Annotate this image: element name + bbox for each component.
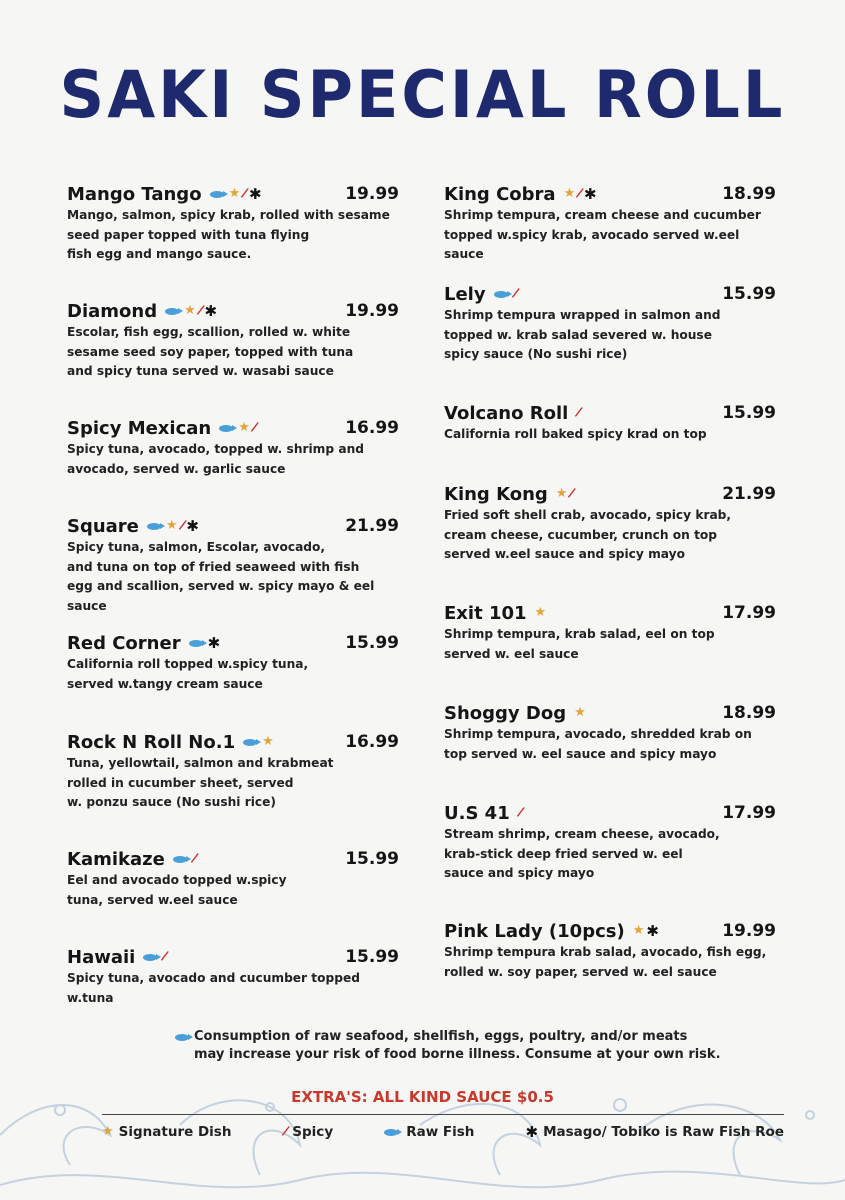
item-icons (219, 419, 260, 436)
item-price: 15.99 (722, 284, 776, 304)
item-icons (555, 485, 577, 502)
item-icons (535, 606, 547, 620)
menu-item (67, 730, 407, 813)
item-name: King Cobra (444, 183, 556, 205)
item-price: 19.99 (345, 301, 399, 321)
chili-icon: / (160, 948, 170, 965)
item-description: Stream shrimp, cream cheese, avocado, krab-stick deep fried served w. eel sauce and spicy mayo (444, 827, 720, 880)
item-price: 18.99 (722, 703, 776, 723)
asterisk-icon: ✱ (646, 922, 659, 940)
legend-raw-fish: Raw Fish (384, 1124, 474, 1140)
menu-item (444, 919, 776, 982)
item-price: 19.99 (722, 921, 776, 941)
raw-food-warning: Consumption of raw seafood, shellfish, eggs, poultry, and/or meats may increase your risk of food borne illness. Consume at your own risk. (175, 1028, 721, 1064)
star-icon: ★ (102, 1124, 114, 1139)
chili-icon: / (515, 804, 526, 821)
chili-icon: / (510, 285, 520, 302)
menu-item (67, 182, 407, 265)
star-icon: ★ (262, 734, 274, 749)
raw-fish-icon (494, 291, 508, 298)
item-icons (143, 948, 170, 965)
item-icons (564, 187, 597, 201)
chili-icon: / (574, 185, 585, 202)
item-description: Mango, salmon, spicy krab, rolled with sesame seed paper topped with tuna flying fish egg and mango sauce. (67, 208, 390, 261)
chili-icon: / (239, 185, 250, 202)
asterisk-icon: ✱ (207, 634, 221, 652)
menu-item (444, 601, 776, 664)
item-name: Mango Tango (67, 183, 202, 205)
item-description: Spicy tuna, avocado, topped w. shrimp and avocado, served w. garlic sauce (67, 442, 364, 476)
chili-icon: / (195, 302, 206, 319)
item-price: 21.99 (345, 516, 399, 536)
star-icon: ★ (534, 605, 547, 620)
chili-icon: / (249, 419, 260, 436)
item-description: California roll topped w.spicy tuna, served w.tangy cream sauce (67, 657, 309, 691)
asterisk-icon: ✱ (248, 185, 262, 203)
menu-item (67, 631, 407, 694)
item-description: Shrimp tempura, avocado, shredded krab on top served w. eel sauce and spicy mayo (444, 727, 752, 761)
item-name: Spicy Mexican (67, 417, 212, 439)
item-header (67, 730, 407, 754)
item-name: Pink Lady (10pcs) (444, 920, 625, 942)
item-icons (633, 924, 659, 938)
item-header (444, 701, 776, 725)
item-name: Hawaii (67, 946, 136, 968)
item-price: 17.99 (722, 603, 776, 623)
menu-item (67, 847, 407, 910)
divider (102, 1114, 784, 1115)
item-icons (515, 804, 526, 821)
item-header (444, 401, 776, 425)
item-header (444, 282, 776, 306)
item-header (67, 299, 407, 323)
item-description: Shrimp tempura, krab salad, eel on top served w. eel sauce (444, 627, 715, 661)
item-header (444, 601, 776, 625)
item-name: King Kong (444, 483, 548, 505)
item-name: Rock N Roll No.1 (67, 731, 236, 753)
star-icon: ★ (632, 923, 645, 938)
legend-masago: ✱ Masago/ Tobiko is Raw Fish Roe (525, 1123, 784, 1141)
item-header (444, 919, 776, 943)
legend-signature: ★ Signature Dish (102, 1124, 232, 1140)
raw-fish-icon (243, 739, 257, 746)
legend-spicy: / Spicy (280, 1123, 334, 1140)
item-description: Shrimp tempura wrapped in salmon and topped w. krab salad severed w. house spicy sauce (No sushi rice) (444, 308, 721, 361)
asterisk-icon: ✱ (525, 1123, 539, 1141)
item-icons (243, 735, 274, 749)
item-icons (147, 519, 199, 533)
raw-fish-icon (189, 640, 203, 647)
menu-item (67, 416, 407, 479)
raw-fish-icon (384, 1129, 398, 1136)
item-name: Exit 101 (444, 602, 527, 624)
item-icons (173, 850, 200, 867)
item-icons (574, 404, 584, 421)
item-header (444, 482, 776, 506)
item-price: 15.99 (345, 633, 399, 653)
menu-item (444, 401, 776, 445)
asterisk-icon: ✱ (186, 517, 199, 535)
page-title: SAKI SPECIAL ROLL (59, 56, 786, 133)
raw-fish-icon (143, 954, 157, 961)
item-description: Spicy tuna, avocado and cucumber topped w.tuna (67, 971, 360, 1005)
star-icon: ★ (228, 186, 241, 201)
star-icon: ★ (555, 486, 568, 501)
chili-icon: / (574, 404, 584, 421)
item-price: 16.99 (345, 732, 399, 752)
star-icon: ★ (563, 186, 576, 201)
chili-icon: / (189, 850, 200, 867)
item-header (67, 945, 407, 969)
item-price: 18.99 (722, 184, 776, 204)
star-icon: ★ (238, 420, 250, 435)
item-name: Volcano Roll (444, 402, 569, 424)
legend (102, 1124, 784, 1140)
menu-item (67, 945, 407, 1008)
item-header (67, 631, 407, 655)
star-icon: ★ (165, 518, 178, 533)
item-header (67, 182, 407, 206)
star-icon: ★ (184, 303, 196, 318)
item-header (67, 416, 407, 440)
item-icons (210, 187, 262, 201)
item-name: U.S 41 (444, 802, 510, 824)
item-price: 17.99 (722, 803, 776, 823)
item-price: 19.99 (345, 184, 399, 204)
menu-item (67, 514, 407, 616)
item-description: Tuna, yellowtail, salmon and krabmeat rolled in cucumber sheet, served w. ponzu sauce (No sushi rice) (67, 756, 334, 809)
asterisk-icon: ✱ (583, 185, 597, 203)
item-icons (189, 636, 221, 650)
item-header (444, 801, 776, 825)
item-description: Eel and avocado topped w.spicy tuna, served w.eel sauce (67, 873, 287, 907)
raw-fish-icon (219, 425, 233, 432)
item-price: 15.99 (722, 403, 776, 423)
extras-note: EXTRA'S: ALL KIND SAUCE $0.5 (291, 1088, 554, 1106)
item-description: Escolar, fish egg, scallion, rolled w. white sesame seed soy paper, topped with tuna and spicy tuna served w. wasabi sauce (67, 325, 354, 378)
raw-fish-icon (175, 1034, 189, 1041)
item-name: Red Corner (67, 632, 181, 654)
menu-item (444, 701, 776, 764)
item-icons (165, 304, 217, 318)
star-icon: ★ (574, 705, 586, 720)
asterisk-icon: ✱ (204, 302, 218, 320)
item-description: Spicy tuna, salmon, Escolar, avocado, and tuna on top of fried seaweed with fish egg and scallion, served w. spicy mayo & eel sauce (67, 540, 375, 613)
menu-item (444, 182, 776, 265)
item-name: Kamikaze (67, 848, 165, 870)
wave-decoration (0, 1095, 845, 1200)
item-price: 15.99 (345, 849, 399, 869)
item-name: Diamond (67, 300, 158, 322)
item-description: Shrimp tempura, cream cheese and cucumber topped w.spicy krab, avocado served w.eel sauce (444, 208, 761, 261)
menu-item (444, 482, 776, 565)
chili-icon: / (177, 517, 187, 534)
raw-fish-icon (147, 523, 161, 530)
item-icons (574, 706, 586, 720)
item-icons (494, 287, 518, 301)
chili-icon: / (280, 1123, 290, 1140)
item-price: 21.99 (722, 484, 776, 504)
raw-fish-icon (165, 308, 179, 315)
item-header (67, 514, 407, 538)
item-name: Lely (444, 283, 486, 305)
item-name: Square (67, 515, 139, 537)
raw-fish-icon (173, 856, 187, 863)
chili-icon: / (567, 485, 577, 502)
item-name: Shoggy Dog (444, 702, 567, 724)
item-price: 15.99 (345, 947, 399, 967)
item-description: Fried soft shell crab, avocado, spicy krab, cream cheese, cucumber, crunch on top served w.eel sauce and spicy mayo (444, 508, 732, 561)
item-description: Shrimp tempura krab salad, avocado, fish egg, rolled w. soy paper, served w. eel sauce (444, 945, 767, 979)
menu-item (67, 299, 407, 382)
item-price: 16.99 (345, 418, 399, 438)
menu-item (444, 801, 776, 884)
item-header (67, 847, 407, 871)
menu-item (444, 282, 776, 365)
raw-fish-icon (210, 191, 224, 198)
item-description: California roll baked spicy krad on top (444, 427, 707, 441)
item-header (444, 182, 776, 206)
